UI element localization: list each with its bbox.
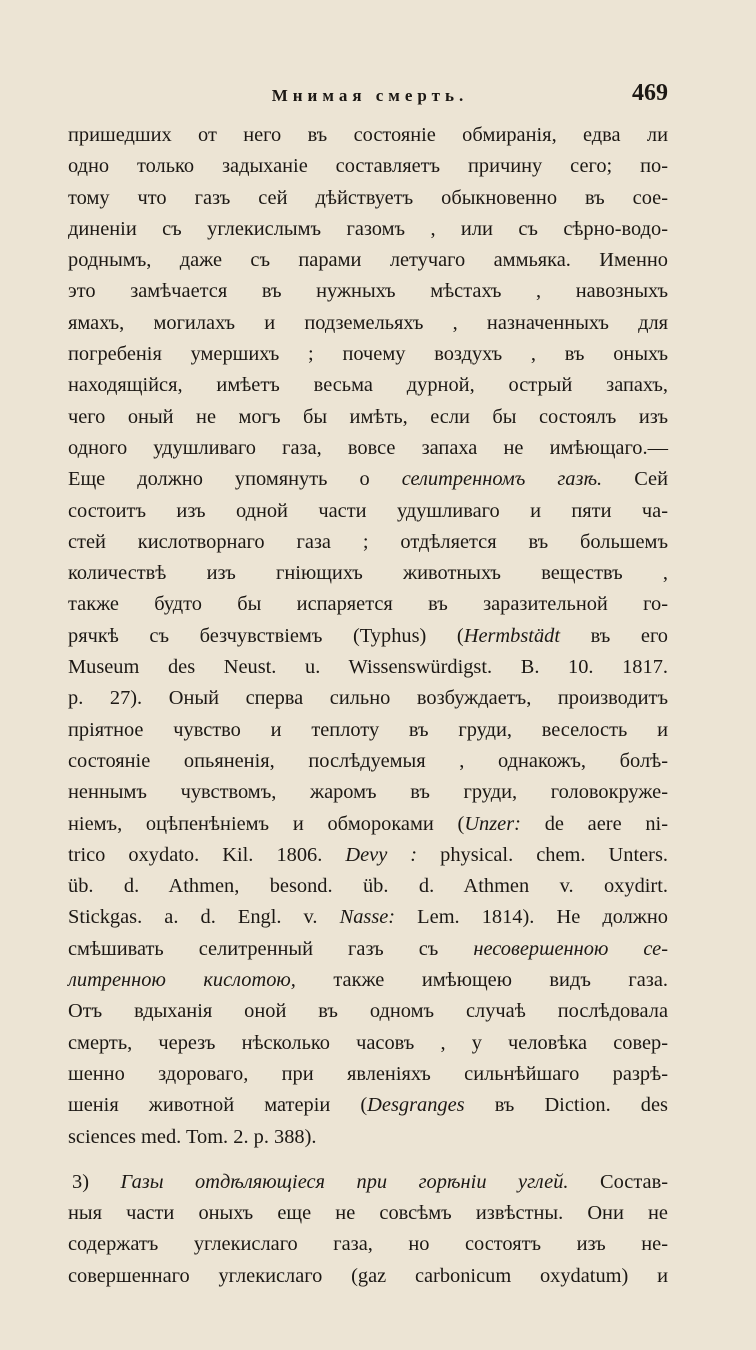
italic-author: Hermbstädt	[463, 624, 561, 647]
text-run: de aere ni-	[520, 812, 668, 835]
text-run: въ его	[560, 624, 668, 647]
text-line: пріятное чувство и теплоту въ груди, веселость и	[68, 718, 668, 741]
italic-author: Unzer:	[464, 812, 521, 835]
text-line: чего оный не могъ бы имѣть, если бы состоялъ изъ	[68, 405, 668, 428]
text-run: рячкѣ съ безчувствіемъ (Typhus) (	[68, 624, 464, 647]
italic-punct: ,	[243, 1062, 249, 1085]
text-line: одно только задыханіе составляетъ причину сего; по-	[68, 155, 668, 178]
text-line	[68, 965, 668, 996]
italic-author: Desgranges	[367, 1094, 465, 1117]
text-line: находящійся, имѣетъ весьма дурной, острый запахъ,	[68, 374, 668, 397]
text-line: неннымъ чувствомъ, жаромъ въ груди, головокруже-	[68, 781, 668, 804]
text-line: ныя части оныхъ еще не совсѣмъ извѣстны. Они не	[68, 1202, 668, 1225]
text-run: Еще должно упомянуть о	[68, 468, 402, 491]
running-title: Мнимая смерть.	[271, 86, 469, 105]
body-text	[68, 120, 668, 1292]
italic-heading: Газы отдѣляющіеся при горѣніи углей.	[120, 1170, 569, 1193]
text-line	[68, 809, 668, 840]
text-line: содержатъ углекислаго газа, но состоятъ изъ не-	[68, 1233, 668, 1256]
text-run: Stickgas. a. d. Engl. v.	[68, 906, 340, 929]
text-line: ямахъ, могилахъ и подземельяхъ , назначенныхъ для	[68, 311, 668, 334]
text-line	[68, 902, 668, 933]
text-line: погребенія умершихъ ; почему воздухъ , въ оныхъ	[68, 343, 668, 366]
text-run: physical. chem. Unters.	[417, 843, 668, 866]
text-line	[68, 1090, 668, 1121]
text-run: смѣшивать селитренный газъ съ	[68, 937, 474, 960]
text-run: Сей	[602, 468, 669, 491]
italic-author: Nasse:	[339, 906, 396, 929]
text-line: тому что газъ сей дѣйствуетъ обыкновенно въ сое-	[68, 186, 668, 209]
text-line: пришедших от него въ состояніе обмиранія, едва ли	[68, 124, 668, 146]
text-run: Состав-	[568, 1170, 668, 1193]
text-line	[68, 840, 668, 871]
text-line	[68, 934, 668, 965]
text-line: одного удушливаго газа, вовсе запаха не имѣющаго.—	[68, 436, 668, 459]
text-run: trico oxydato. Kil. 1806.	[68, 843, 346, 866]
text-run: въ Diction. des	[464, 1094, 668, 1117]
page-header	[70, 78, 670, 118]
text-line: это замѣчается въ нужныхъ мѣстахъ , навозныхъ	[68, 280, 668, 303]
page-number: 469	[632, 80, 668, 106]
text-line: диненіи съ углекислымъ газомъ , или съ сѣрно-водо-	[68, 217, 668, 240]
text-line: состояніе опьяненія, послѣдуемыя , однакожъ, болѣ-	[68, 749, 668, 772]
italic-term: селитренномъ газѣ.	[401, 468, 603, 491]
italic-term: литренною кислотою,	[68, 969, 296, 992]
text-run: Lem. 1814). Не должно	[395, 906, 668, 929]
text-line	[68, 464, 668, 495]
text-line: совершеннаго углекислаго (gaz carbonicum oxydatum) и	[68, 1264, 668, 1287]
italic-term: несовершенною се-	[473, 937, 668, 960]
text-line: роднымъ, даже съ парами летучаго аммьяка. Именно	[68, 249, 668, 272]
text-line: Отъ вдыханія оной въ одномъ случаѣ послѣдовала	[68, 1000, 668, 1023]
italic-author: Devy :	[345, 843, 418, 866]
text-line: количествѣ изъ гніющихъ животныхъ веществъ ,	[68, 562, 668, 585]
paragraph-gap	[68, 1153, 668, 1167]
text-line: p. 27). Оный сперва сильно возбуждаетъ, производитъ	[68, 687, 668, 710]
text-line	[68, 1059, 668, 1090]
text-run: также имѣющею видъ газа.	[295, 969, 668, 992]
text-run: шенно здороваго	[68, 1062, 244, 1085]
text-line: üb. d. Athmen, besond. üb. d. Athmen v. oxydirt.	[68, 875, 668, 898]
text-line	[68, 621, 668, 652]
text-line: стей кислотворнаго газа ; отдѣляется въ большемъ	[68, 530, 668, 553]
text-line	[68, 1167, 668, 1198]
text-line: состоитъ изъ одной части удушливаго и пяти ча-	[68, 499, 668, 522]
text-run: 3)	[72, 1170, 121, 1193]
text-run: при явленіяхъ сильнѣйшаго разрѣ-	[248, 1062, 668, 1085]
text-line: Museum des Neust. u. Wissenswürdigst. B. 10. 1817.	[68, 656, 668, 679]
text-line: также будто бы испаряется въ заразительной го-	[68, 593, 668, 616]
text-run: ніемъ, оцѣпенѣніемъ и обмороками (	[68, 812, 465, 835]
text-run: шенія животной матеріи (	[68, 1094, 368, 1117]
text-line: sciences med. Tom. 2. p. 388).	[68, 1125, 317, 1148]
text-line: смерть, черезъ нѣсколько часовъ , у человѣка совер-	[68, 1031, 668, 1054]
